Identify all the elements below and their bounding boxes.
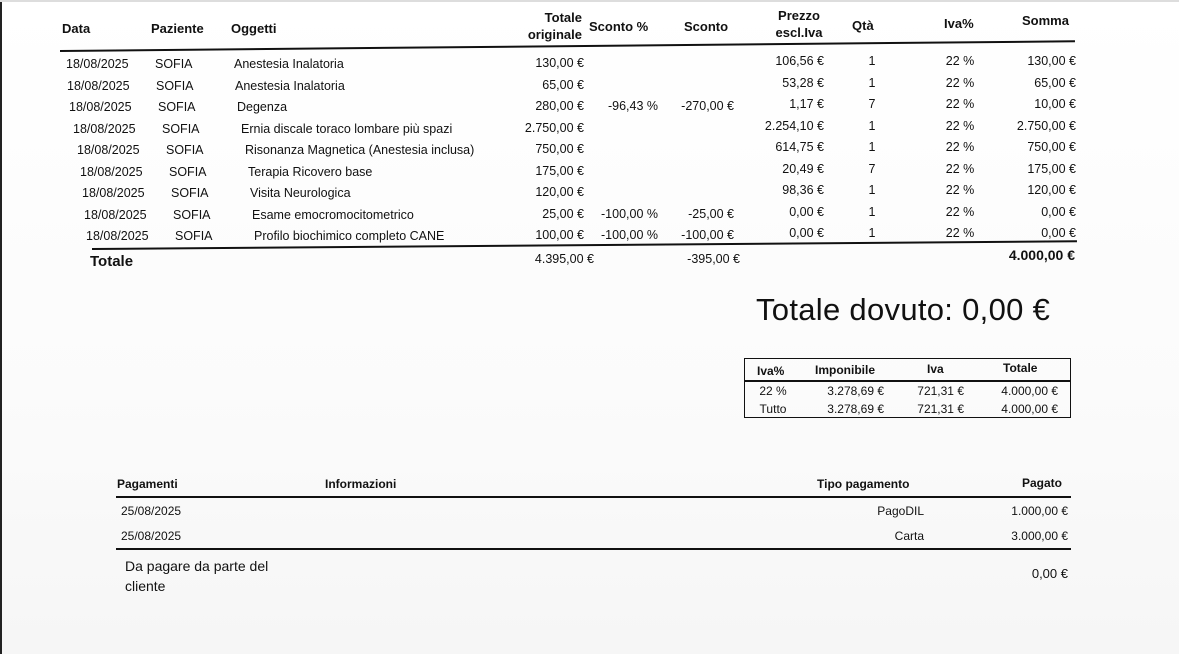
payments-bottom-rule <box>116 548 1071 550</box>
vat-header-iva: Iva% <box>757 364 785 378</box>
row-9-sconto-pct: -100,00 % <box>601 228 658 242</box>
vat-row-1-totale: 4.000,00 € <box>1001 384 1058 398</box>
col-header-sconto: Sconto <box>684 19 729 34</box>
row-4-qta: 1 <box>868 118 876 133</box>
row-2-data: 18/08/2025 <box>67 78 130 93</box>
row-7-qta: 1 <box>868 183 876 197</box>
col-header-somma: Somma <box>1022 13 1069 28</box>
row-6-qta: 7 <box>868 161 876 176</box>
totals-sconto: -395,00 € <box>687 252 740 266</box>
payment-row-1-pagato: 1.000,00 € <box>1011 504 1068 518</box>
row-7-totale-originale: 120,00 € <box>535 185 584 199</box>
row-2-paziente: SOFIA <box>156 78 194 93</box>
row-6-paziente: SOFIA <box>169 164 207 179</box>
row-7-iva: 22 % <box>945 183 975 197</box>
row-4-totale-originale: 2.750,00 € <box>524 120 584 135</box>
row-3-qta: 7 <box>868 97 876 111</box>
row-2-oggetto: Anestesia Inalatoria <box>235 78 345 93</box>
totale-dovuto: Totale dovuto: 0,00 € <box>756 292 1051 327</box>
row-4-somma: 2.750,00 € <box>1016 118 1076 133</box>
row-8-somma: 0,00 € <box>1041 204 1076 219</box>
row-3-sconto: -270,00 € <box>681 99 734 113</box>
row-1-qta: 1 <box>868 54 876 68</box>
col-header-qta: Qtà <box>852 18 874 33</box>
row-6-iva: 22 % <box>945 161 975 176</box>
row-2-prezzo: 53,28 € <box>782 75 824 90</box>
row-4-paziente: SOFIA <box>162 121 200 136</box>
totals-totale-originale: 4.395,00 € <box>534 252 594 266</box>
vat-row-2-totale: 4.000,00 € <box>1001 402 1058 416</box>
vat-row-2-imponibile: 3.278,69 € <box>827 402 884 416</box>
vat-header-totale: Totale <box>1003 361 1038 375</box>
row-8-prezzo: 0,00 € <box>789 204 824 219</box>
vat-row-1-iva-amount: 721,31 € <box>917 384 964 398</box>
row-5-somma: 750,00 € <box>1027 140 1076 154</box>
row-8-data: 18/08/2025 <box>84 207 147 222</box>
row-5-prezzo: 614,75 € <box>775 140 824 154</box>
row-7-somma: 120,00 € <box>1027 183 1076 197</box>
row-4-data: 18/08/2025 <box>73 121 136 136</box>
row-3-oggetto: Degenza <box>237 100 288 114</box>
row-5-paziente: SOFIA <box>166 143 204 157</box>
row-1-data: 18/08/2025 <box>66 57 129 71</box>
row-1-prezzo: 106,56 € <box>775 54 824 68</box>
row-9-data: 18/08/2025 <box>86 229 149 243</box>
row-2-totale-originale: 65,00 € <box>542 77 584 92</box>
vat-row-1-imponibile: 3.278,69 € <box>827 384 884 398</box>
row-3-somma: 10,00 € <box>1034 97 1076 111</box>
vat-summary-header-rule <box>744 380 1071 382</box>
pay-header-pagato: Pagato <box>1022 476 1063 490</box>
payment-row-1-data: 25/08/2025 <box>121 504 182 518</box>
totals-somma: 4.000,00 € <box>1008 247 1075 263</box>
vat-row-2-iva-amount: 721,31 € <box>917 402 964 416</box>
col-header-oggetti: Oggetti <box>231 21 277 36</box>
row-4-iva: 22 % <box>945 118 975 133</box>
row-3-totale-originale: 280,00 € <box>535 99 584 113</box>
col-header-paziente: Paziente <box>151 21 204 36</box>
pay-header-informazioni: Informazioni <box>325 477 397 491</box>
row-6-oggetto: Terapia Ricovero base <box>248 164 373 179</box>
row-3-data: 18/08/2025 <box>69 100 132 114</box>
payment-row-1-tipo: PagoDIL <box>877 504 924 518</box>
row-8-paziente: SOFIA <box>173 207 211 222</box>
row-2-iva: 22 % <box>945 75 975 90</box>
row-8-sconto-pct: -100,00 % <box>601 206 658 221</box>
payment-row-2-pagato: 3.000,00 € <box>1011 529 1068 543</box>
row-8-sconto: -25,00 € <box>688 206 734 221</box>
row-9-paziente: SOFIA <box>175 229 213 243</box>
page-edge-top <box>0 0 1179 2</box>
row-1-oggetto: Anestesia Inalatoria <box>234 57 344 71</box>
row-1-totale-originale: 130,00 € <box>535 56 584 70</box>
row-9-sconto: -100,00 € <box>681 228 734 242</box>
row-7-data: 18/08/2025 <box>82 186 145 200</box>
row-8-totale-originale: 25,00 € <box>542 206 584 221</box>
row-7-prezzo: 98,36 € <box>782 183 824 197</box>
totals-label: Totale <box>90 253 134 270</box>
row-9-oggetto: Profilo biochimico completo CANE <box>254 229 445 243</box>
row-6-data: 18/08/2025 <box>80 164 143 179</box>
row-2-qta: 1 <box>868 75 876 90</box>
row-2-somma: 65,00 € <box>1034 75 1076 90</box>
due-value: 0,00 € <box>1031 566 1068 581</box>
pay-header-pagamenti: Pagamenti <box>117 477 178 491</box>
row-5-iva: 22 % <box>945 140 975 154</box>
row-9-prezzo: 0,00 € <box>789 226 824 240</box>
row-3-prezzo: 1,17 € <box>789 97 824 111</box>
row-3-sconto-pct: -96,43 % <box>607 99 658 113</box>
row-6-totale-originale: 175,00 € <box>535 163 584 178</box>
row-7-oggetto: Visita Neurologica <box>250 186 351 200</box>
row-9-totale-originale: 100,00 € <box>535 228 584 242</box>
col-header-prezzo: Prezzo escl.Iva <box>775 8 823 40</box>
row-1-iva: 22 % <box>945 54 975 68</box>
payments-header-rule <box>116 496 1071 498</box>
row-1-somma: 130,00 € <box>1027 54 1076 68</box>
page-edge <box>0 0 2 654</box>
col-header-sconto-pct: Sconto % <box>589 19 649 34</box>
row-5-qta: 1 <box>868 140 876 154</box>
row-8-oggetto: Esame emocromocitometrico <box>252 207 414 222</box>
pay-header-tipo: Tipo pagamento <box>817 477 910 491</box>
row-4-oggetto: Ernia discale toraco lombare più spazi <box>241 121 453 136</box>
vat-row-1-iva: 22 % <box>759 384 787 398</box>
row-8-iva: 22 % <box>945 204 975 219</box>
row-6-somma: 175,00 € <box>1027 161 1076 176</box>
payment-row-2-data: 25/08/2025 <box>121 529 182 543</box>
row-5-data: 18/08/2025 <box>77 143 140 157</box>
row-4-prezzo: 2.254,10 € <box>764 118 824 133</box>
row-1-paziente: SOFIA <box>155 57 193 71</box>
row-7-paziente: SOFIA <box>171 186 209 200</box>
col-header-iva: Iva% <box>944 16 974 31</box>
col-header-data: Data <box>62 21 91 36</box>
col-header-totale-originale: Totale originale <box>527 10 582 42</box>
row-5-oggetto: Risonanza Magnetica (Anestesia inclusa) <box>245 143 475 157</box>
row-9-somma: 0,00 € <box>1041 226 1076 240</box>
payment-row-2-tipo: Carta <box>894 529 924 543</box>
totals-rule <box>92 240 1077 249</box>
row-3-iva: 22 % <box>945 97 975 111</box>
row-5-totale-originale: 750,00 € <box>535 142 584 156</box>
row-3-paziente: SOFIA <box>158 100 196 114</box>
row-8-qta: 1 <box>868 204 876 219</box>
vat-header-iva-amount: Iva <box>927 362 944 376</box>
row-6-prezzo: 20,49 € <box>782 161 824 176</box>
due-label: Da pagare da parte del cliente <box>125 558 269 594</box>
row-9-qta: 1 <box>868 226 876 240</box>
row-9-iva: 22 % <box>945 226 975 240</box>
vat-row-2-iva: Tutto <box>759 402 787 416</box>
vat-header-imponibile: Imponibile <box>815 363 875 377</box>
